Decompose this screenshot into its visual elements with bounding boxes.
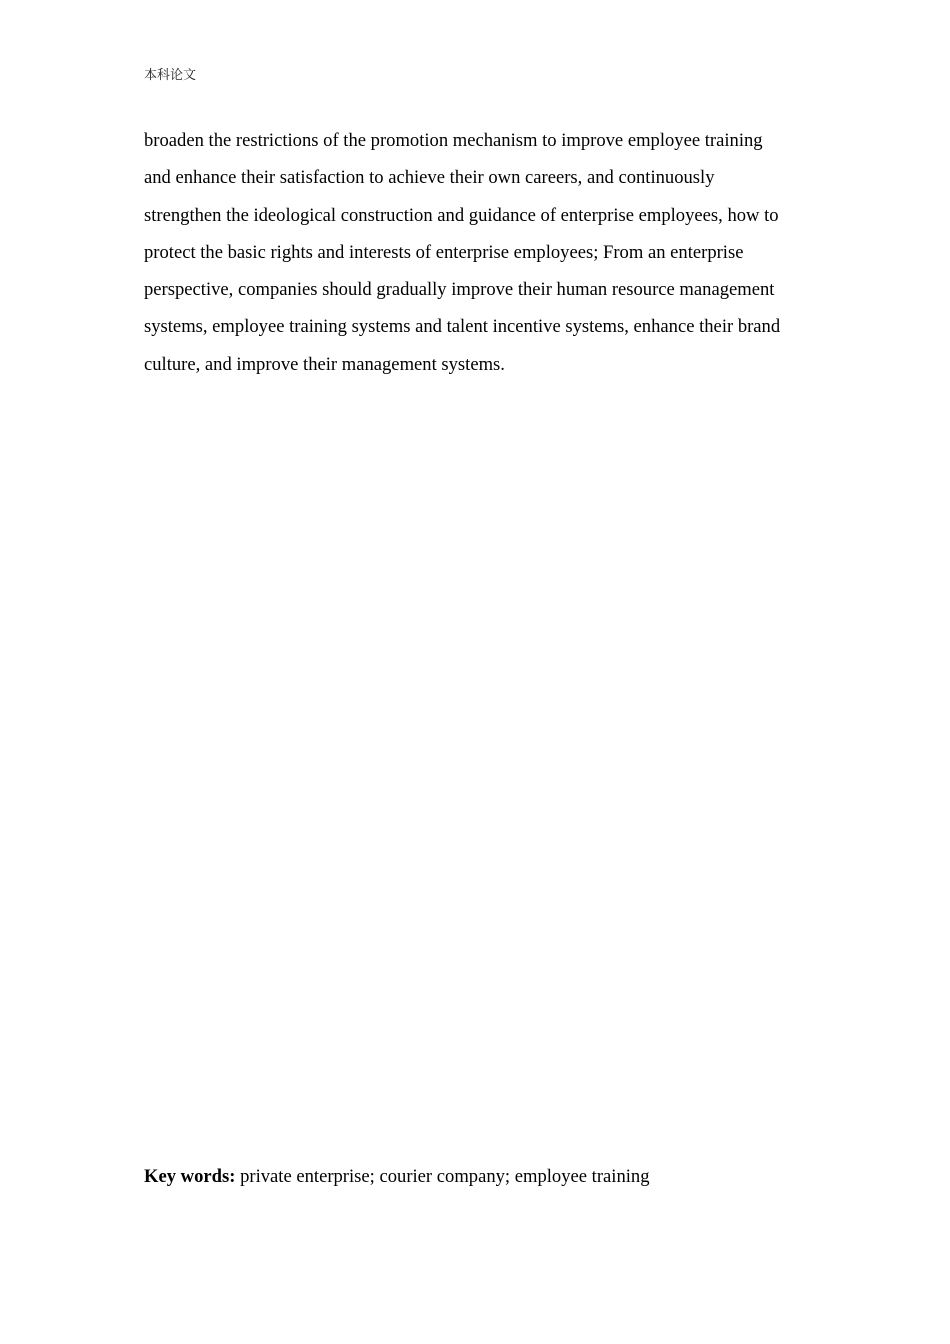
abstract-line: and enhance their satisfaction to achieve their own careers, and continuously (144, 167, 715, 189)
abstract-line: systems, employee training systems and talent incentive systems, enhance their brand (144, 316, 781, 338)
keywords-value: private enterprise; courier company; employee training (240, 1166, 650, 1187)
keywords-label: Key words: (144, 1166, 236, 1187)
abstract-line: protect the basic rights and interests of enterprise employees; From an enterprise (144, 241, 744, 263)
abstract-line: culture, and improve their management systems. (144, 353, 505, 375)
abstract-line: perspective, companies should gradually improve their human resource management (144, 279, 775, 301)
abstract-paragraph (144, 122, 806, 383)
keywords (144, 1163, 650, 1191)
abstract-line: strengthen the ideological construction and guidance of enterprise employees, how to (144, 204, 779, 226)
abstract-line: broaden the restrictions of the promotion mechanism to improve employee training (144, 130, 763, 151)
page-header: 本科论文 (144, 68, 197, 83)
